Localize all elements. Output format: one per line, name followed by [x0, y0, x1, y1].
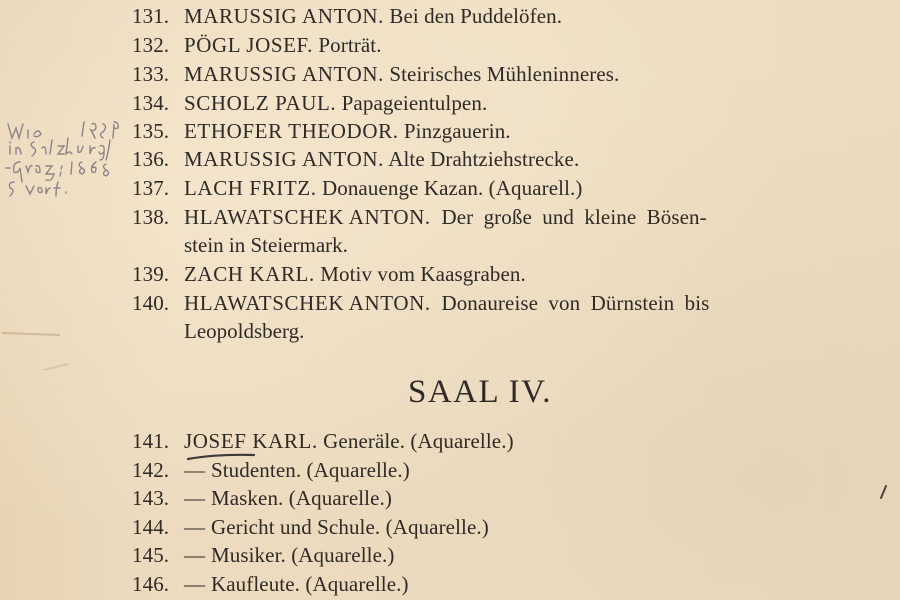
section-heading: SAAL IV.	[407, 374, 553, 410]
entry-artist: —	[184, 515, 206, 539]
entry-artist: HLAWATSCHEK ANTON.	[184, 205, 431, 229]
catalog-entry	[132, 90, 487, 116]
entry-number: 133.	[132, 62, 170, 86]
entry-continuation: stein in Steiermark.	[184, 233, 348, 257]
pencil-annotation-icon	[2, 112, 127, 202]
catalog-entry	[132, 428, 514, 454]
entry-title: Motiv vom Kaasgraben.	[320, 262, 526, 286]
entry-number: 131.	[132, 4, 170, 28]
entry-artist: LACH FRITZ.	[184, 176, 317, 200]
entry-artist: JOSEF KARL.	[184, 429, 318, 453]
entry-artist: SCHOLZ PAUL.	[184, 91, 337, 115]
margin-smudge	[0, 325, 80, 345]
entry-title: Steirisches Mühleninneres.	[389, 62, 620, 86]
catalog-entry	[132, 118, 511, 144]
catalog-entry	[132, 571, 409, 597]
entry-artist: PÖGL JOSEF.	[184, 33, 314, 57]
entry-artist: —	[184, 572, 206, 596]
entry-artist: —	[184, 458, 206, 482]
entry-number: 139.	[132, 262, 170, 286]
entry-number: 136.	[132, 147, 170, 171]
entry-title: Gericht und Schule. (Aquarelle.)	[210, 515, 489, 539]
handwritten-margin-note	[2, 112, 127, 202]
entry-number: 145.	[132, 543, 170, 567]
entry-number: 141.	[132, 429, 170, 453]
entry-number: 142.	[132, 458, 170, 482]
entry-artist: MARUSSIG ANTON.	[184, 4, 384, 28]
entry-number: 134.	[132, 91, 170, 115]
catalog-entry	[132, 146, 579, 172]
entry-number: 146.	[132, 572, 170, 596]
entry-artist: ZACH KARL.	[184, 262, 315, 286]
entry-number: 138.	[132, 205, 170, 229]
entry-artist: —	[184, 543, 206, 567]
catalog-entry	[132, 485, 392, 511]
catalog-entry	[132, 3, 562, 29]
entry-number: 135.	[132, 119, 170, 143]
entry-title: Kaufleute. (Aquarelle.)	[210, 572, 409, 596]
entry-artist: ETHOFER THEODOR.	[184, 119, 399, 143]
entry-title: Der große und kleine Bösen-	[441, 205, 707, 229]
entry-number: 137.	[132, 176, 170, 200]
margin-smudge	[40, 360, 80, 374]
entry-number: 132.	[132, 33, 170, 57]
entry-artist: MARUSSIG ANTON.	[184, 62, 384, 86]
catalog-entry	[132, 290, 709, 316]
catalog-entry	[132, 514, 489, 540]
entry-title: Studenten. (Aquarelle.)	[210, 458, 410, 482]
catalog-entry	[132, 32, 382, 58]
entry-title: Papageientulpen.	[341, 91, 488, 115]
entry-continuation: Leopoldsberg.	[184, 319, 305, 343]
entry-title: Musiker. (Aquarelle.)	[210, 543, 395, 567]
pencil-tick-mark	[876, 482, 892, 504]
catalog-entry	[132, 175, 582, 201]
catalog-entry	[132, 457, 410, 483]
entry-title: Donauenge Kazan. (Aquarell.)	[321, 176, 583, 200]
catalog-entry	[132, 204, 822, 230]
entry-title: Porträt.	[318, 33, 382, 57]
entry-title: Alte Drahtziehstrecke.	[388, 147, 580, 171]
entry-artist: MARUSSIG ANTON.	[184, 147, 384, 171]
entry-title: Donaureise von Dürnstein bis	[441, 291, 710, 315]
entry-title: Masken. (Aquarelle.)	[210, 486, 392, 510]
catalog-entry	[132, 542, 394, 568]
entry-title: Generäle. (Aquarelle.)	[323, 429, 514, 453]
entry-number: 143.	[132, 486, 170, 510]
entry-number: 140.	[132, 291, 170, 315]
entry-title: Pinzgauerin.	[403, 119, 511, 143]
entry-number: 144.	[132, 515, 170, 539]
entry-artist: HLAWATSCHEK ANTON.	[184, 291, 431, 315]
entry-title: Bei den Puddelöfen.	[389, 4, 563, 28]
catalog-entry	[132, 61, 619, 87]
catalog-entry	[132, 261, 526, 287]
entry-artist: —	[184, 486, 206, 510]
